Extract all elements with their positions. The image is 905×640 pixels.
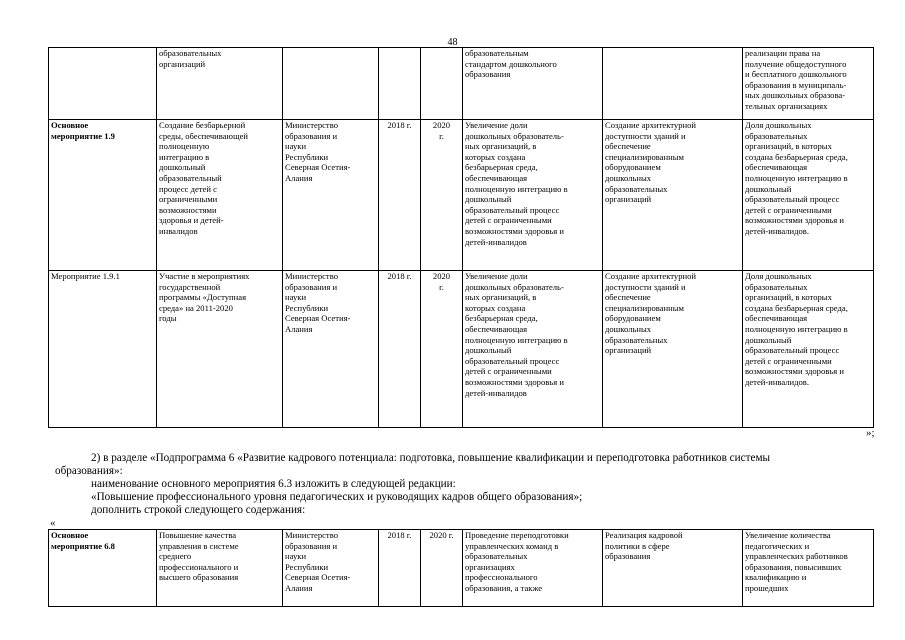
cell-executor: Министерство образования и науки Республики Северная Осетия- Алания xyxy=(283,530,379,607)
cell-executor xyxy=(283,48,379,120)
paragraph-section-2: 2) в разделе «Подпрограмма 6 «Развитие кадрового потенциала: подготовка, повышение квалификации и переподготовка работников системы xyxy=(91,452,771,464)
table-row-measure-1-9 xyxy=(49,120,874,271)
cell-indicator: Доля дошкольных образовательных организаций, в которых создана безбарьерная среда, обеспечивающая полноценную интеграцию в дошкольный образовательный процесс детей с ограниченными возможностями здоровья и детей-инвалидов. xyxy=(743,271,874,428)
cell-description: Повышение качества управления в системе среднего профессионального и высшего образования xyxy=(157,530,283,607)
cell-directions: Создание архитектурной доступности зданий и обеспечение специализированным оборудованием дошкольных образовательных организаций xyxy=(603,120,743,271)
paragraph-add-row-instruction: дополнить строкой следующего содержания: xyxy=(91,504,306,516)
cell-result: Проведение переподготовки управленческих команд в образовательных организациях профессионального образования, а также xyxy=(463,530,603,607)
cell-description: Создание безбарьерной среды, обеспечивающей полноценную интеграцию в дошкольный образовательный процесс детей с ограниченными возможностями здоровья и детей- инвалидов xyxy=(157,120,283,271)
cell-executor: Министерство образования и науки Республики Северная Осетия- Алания xyxy=(283,120,379,271)
cell-end: 2020 г. xyxy=(421,120,463,271)
cell-end: 2020 г. xyxy=(421,530,463,607)
paragraph-new-title: «Повышение профессионального уровня педагогических и руководящих кадров общего образования»; xyxy=(91,491,583,503)
closing-quote: »; xyxy=(866,427,875,439)
cell-directions xyxy=(603,48,743,120)
measures-table-addition xyxy=(48,529,874,607)
table-row-measure-1-9-1 xyxy=(49,271,874,428)
cell-indicator: реализации права на получение общедоступного и бесплатного дошкольного образования в муниципаль- ных дошкольных образова- тельных организациях xyxy=(743,48,874,120)
cell-name: Мероприятие 1.9.1 xyxy=(49,271,157,428)
table-row-continuation xyxy=(49,48,874,120)
cell-start: 2018 г. xyxy=(379,120,421,271)
cell-indicator: Увеличение количества педагогических и управленческих работников образования, повысивших квалификацию и прошедших xyxy=(743,530,874,607)
cell-start xyxy=(379,48,421,120)
paragraph-section-2-continuation: образования»: xyxy=(55,465,123,477)
cell-result: Увеличение доли дошкольных образователь- ных организаций, в которых создана безбарьерная среда, обеспечивающая полноценную интеграцию в дошкольный образовательный процесс детей с ограниченными возможностями здоровья и детей-инвалидов xyxy=(463,120,603,271)
cell-end xyxy=(421,48,463,120)
cell-description: образовательных организаций xyxy=(157,48,283,120)
cell-description: Участие в мероприятиях государственной программы «Доступная среда» на 2011-2020 годы xyxy=(157,271,283,428)
cell-start: 2018 г. xyxy=(379,530,421,607)
page-number: 48 xyxy=(447,37,458,48)
cell-result: образовательным стандартом дошкольного образования xyxy=(463,48,603,120)
cell-result: Увеличение доли дошкольных образователь- ных организаций, в которых создана безбарьерная среда, обеспечивающая полноценную интеграцию в дошкольный образовательный процесс детей с ограниченными возможностями здоровья и детей-инвалидов xyxy=(463,271,603,428)
opening-quote: « xyxy=(50,517,56,529)
cell-name: Основное мероприятие 1.9 xyxy=(49,120,157,271)
cell-name xyxy=(49,48,157,120)
table-row-measure-6-8 xyxy=(49,530,874,607)
cell-executor: Министерство образования и науки Республики Северная Осетия- Алания xyxy=(283,271,379,428)
cell-indicator: Доля дошкольных образовательных организаций, в которых создана безбарьерная среда, обеспечивающая полноценную интеграцию в дошкольный образовательный процесс детей с ограниченными возможностями здоровья и детей-инвалидов. xyxy=(743,120,874,271)
cell-end: 2020 г. xyxy=(421,271,463,428)
cell-start: 2018 г. xyxy=(379,271,421,428)
paragraph-rename-instruction: наименование основного мероприятия 6.3 изложить в следующей редакции: xyxy=(91,478,456,490)
cell-directions: Создание архитектурной доступности зданий и обеспечение специализированным оборудованием дошкольных образовательных организаций xyxy=(603,271,743,428)
cell-directions: Реализация кадровой политики в сфере образования xyxy=(603,530,743,607)
cell-name: Основное мероприятие 6.8 xyxy=(49,530,157,607)
measures-table-continued xyxy=(48,47,874,428)
